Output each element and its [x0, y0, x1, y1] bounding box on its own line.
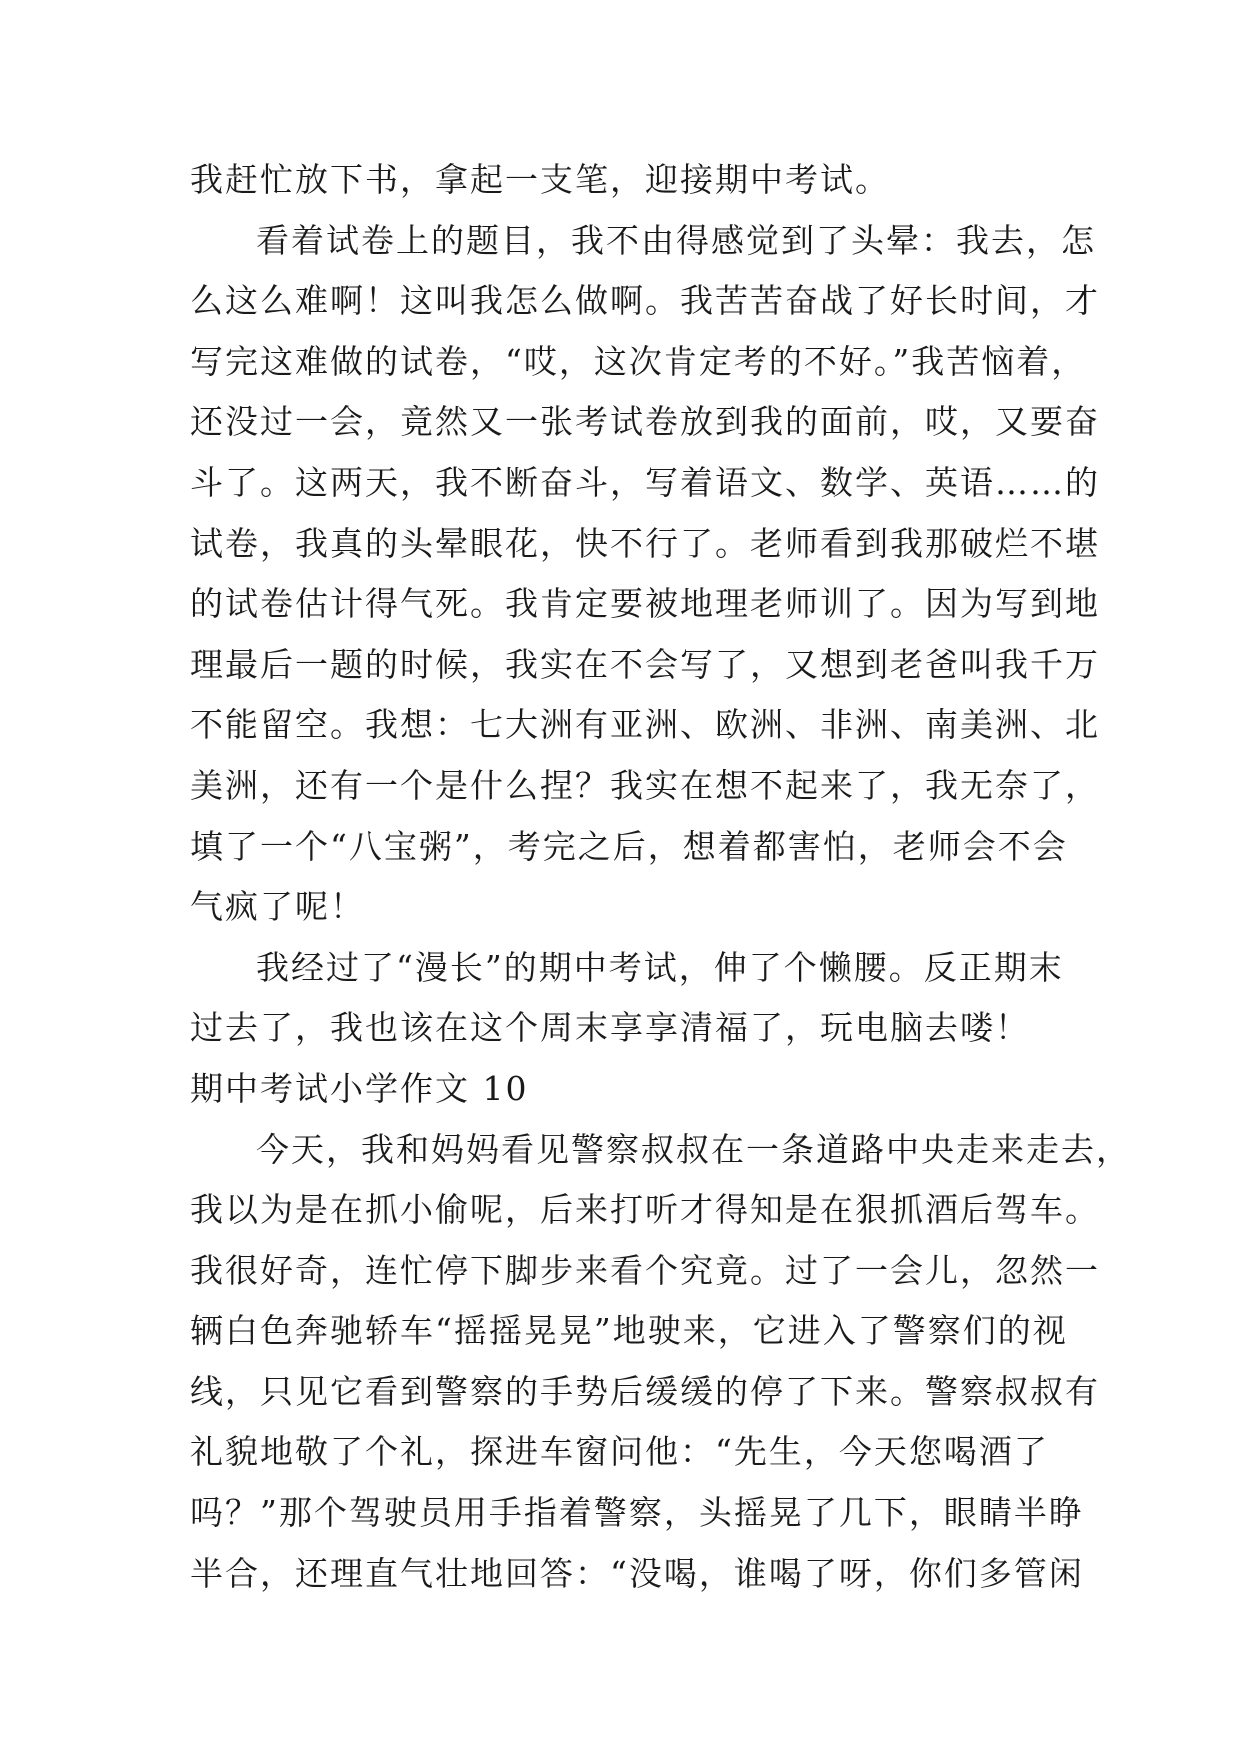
heading-text: 期中考试小学作文 10 [190, 1068, 529, 1108]
paragraph [190, 1120, 1131, 1605]
document-body [190, 150, 1131, 1604]
text-line: 不能留空。我想：七大洲有亚洲、欧洲、非洲、南美洲、北 [190, 705, 1100, 745]
text-line: 的试卷估计得气死。我肯定要被地理老师训了。因为写到地 [190, 584, 1100, 624]
text-line: 辆白色奔驰轿车“摇摇晃晃”地驶来，它进入了警察们的视 [190, 1311, 1068, 1351]
text-line: 今天，我和妈妈看见警察叔叔在一条道路中央走来走去， [256, 1129, 1131, 1169]
text-line: 线，只见它看到警察的手势后缓缓的停了下来。警察叔叔有 [190, 1371, 1100, 1411]
section-heading [190, 1059, 1075, 1120]
text-line: 么这么难啊！这叫我怎么做啊。我苦苦奋战了好长时间，才 [190, 281, 1100, 321]
paragraph [190, 211, 1100, 938]
text-line: 气疯了呢！ [190, 887, 365, 927]
text-line: 半合，还理直气壮地回答：“没喝，谁喝了呀，你们多管闲 [190, 1553, 1084, 1593]
paragraph [190, 150, 1075, 211]
text-line: 斗了。这两天，我不断奋斗，写着语文、数学、英语……的 [190, 462, 1100, 502]
text-line: 我很好奇，连忙停下脚步来看个究竟。过了一会儿，忽然一 [190, 1250, 1100, 1290]
text-line: 吗？”那个驾驶员用手指着警察，头摇晃了几下，眼睛半睁 [190, 1493, 1084, 1533]
text-line: 美洲，还有一个是什么捏？我实在想不起来了，我无奈了， [190, 765, 1100, 805]
text-line: 看着试卷上的题目，我不由得感觉到了头晕：我去，怎 [256, 220, 1096, 260]
text-line: 写完这难做的试卷，“哎，这次肯定考的不好。”我苦恼着， [190, 341, 1087, 381]
text-line: 试卷，我真的头晕眼花，快不行了。老师看到我那破烂不堪 [190, 523, 1100, 563]
text-line: 理最后一题的时候，我实在不会写了，又想到老爸叫我千万 [190, 644, 1100, 684]
text-line: 礼貌地敬了个礼，探进车窗问他：“先生，今天您喝酒了 [190, 1432, 1049, 1472]
text-line: 还没过一会，竟然又一张考试卷放到我的面前，哎，又要奋 [190, 402, 1100, 442]
text-line: 填了一个“八宝粥”，考完之后，想着都害怕，老师会不会 [190, 826, 1068, 866]
text-line: 我经过了“漫长”的期中考试，伸了个懒腰。反正期末 [256, 947, 1064, 987]
text-line: 我以为是在抓小偷呢，后来打听才得知是在狠抓酒后驾车。 [190, 1190, 1100, 1230]
paragraph [190, 938, 1075, 1059]
text-line: 过去了，我也该在这个周末享享清福了，玩电脑去喽！ [190, 1008, 1030, 1048]
text-line: 我赶忙放下书，拿起一支笔，迎接期中考试。 [190, 160, 890, 199]
